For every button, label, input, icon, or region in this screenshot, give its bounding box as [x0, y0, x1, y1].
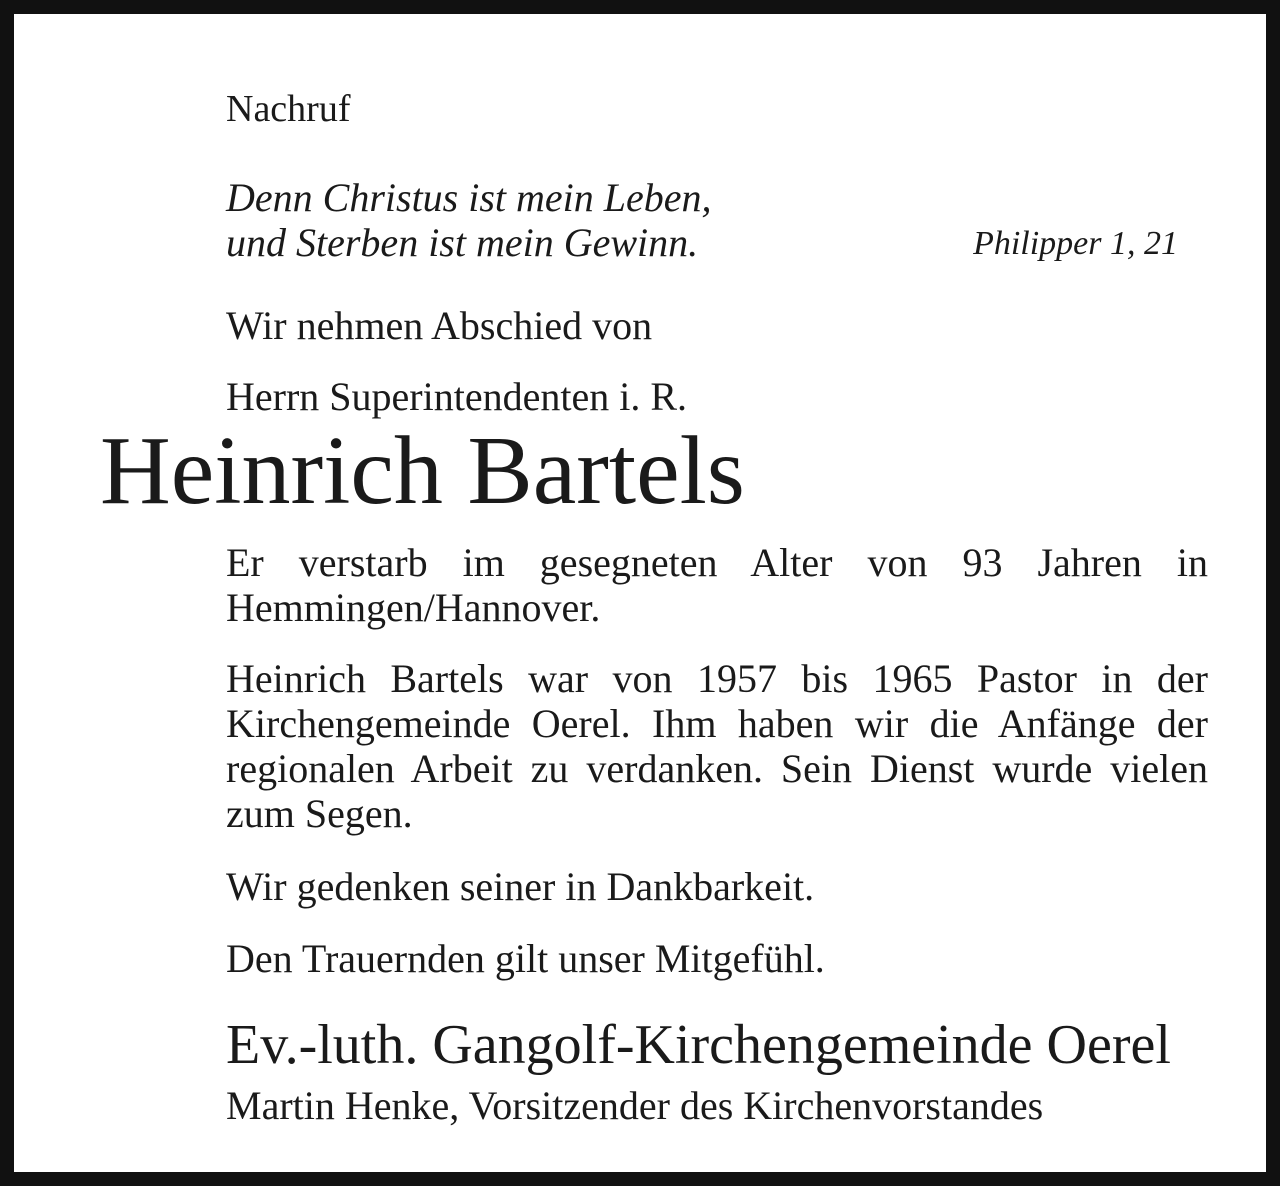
notice-heading: Nachruf [226, 88, 351, 130]
farewell-intro: Wir nehmen Abschied von [226, 303, 653, 348]
bible-verse-line-2: und Sterben ist mein Gewinn. [226, 220, 699, 265]
biography-paragraph: Heinrich Bartels war von 1957 bis 1965 Pastor in der Kirchengemeinde Oerel. Ihm haben wir die Anfänge der regionalen Arbeit zu verdanken. Sein Dienst wurde vielen zum Segen. [226, 656, 1208, 836]
organization-name: Ev.-luth. Gangolf-Kirchengemeinde Oerel [226, 1014, 1171, 1076]
signature-line: Martin Henke, Vorsitzender des Kirchenvorstandes [226, 1083, 1044, 1128]
condolence-line: Den Trauernden gilt unser Mitgefühl. [226, 936, 825, 981]
remembrance-line: Wir gedenken seiner in Dankbarkeit. [226, 864, 815, 909]
deceased-name: Heinrich Bartels [100, 417, 745, 525]
bible-verse-line-1: Denn Christus ist mein Leben, [226, 175, 712, 220]
death-notice-paragraph: Er verstarb im gesegneten Alter von 93 Jahren in Hemmingen/Hannover. [226, 540, 1208, 630]
bible-verse-reference: Philipper 1, 21 [973, 225, 1178, 262]
deceased-title: Herrn Superintendenten i. R. [226, 374, 687, 419]
